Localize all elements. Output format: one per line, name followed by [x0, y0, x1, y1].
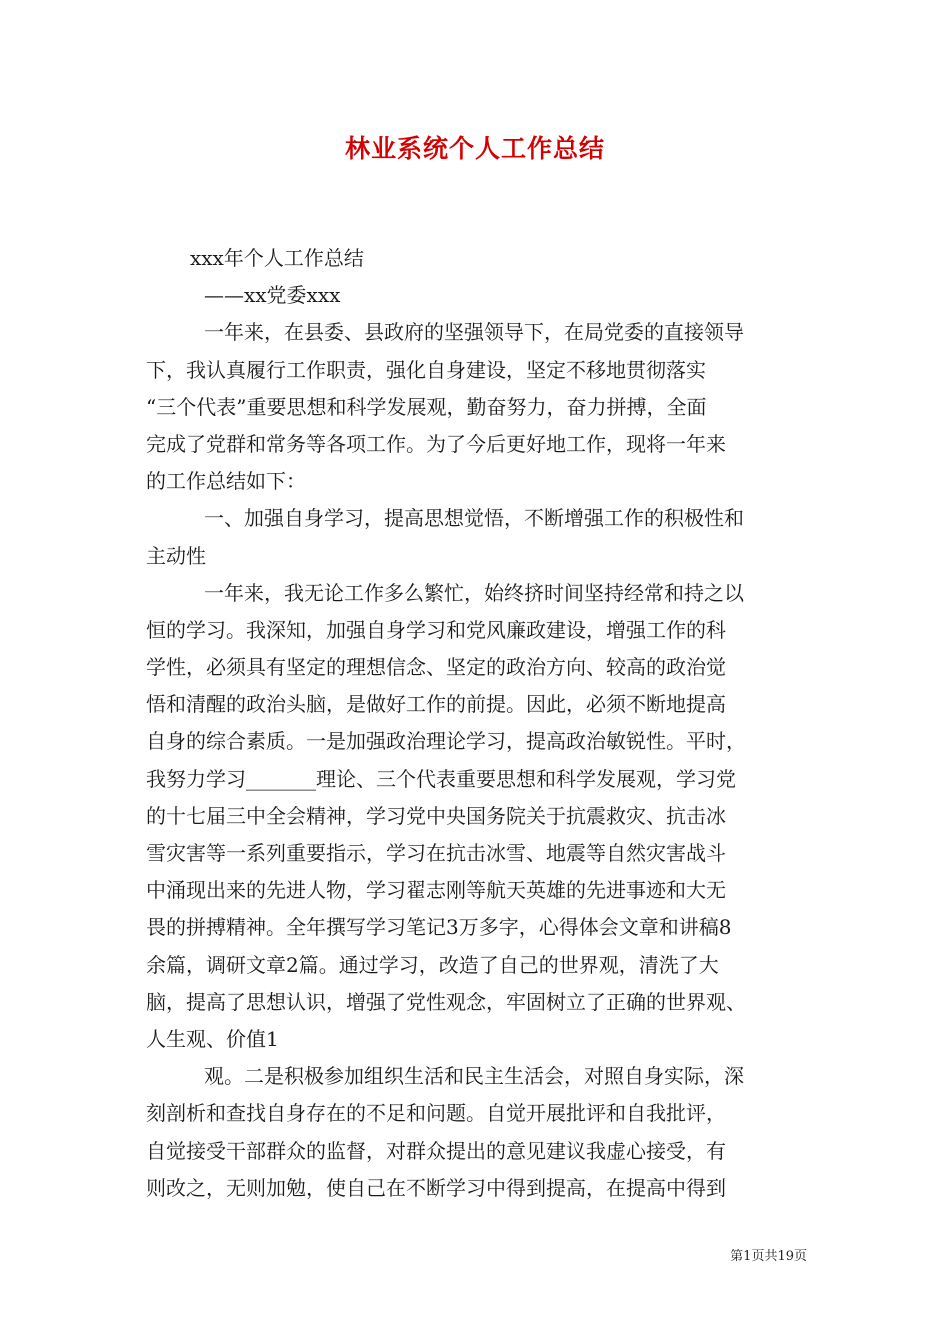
- paragraph-line: 畏的拼搏精神。全年撰写学习笔记3万多字，心得体会文章和讲稿8: [146, 915, 732, 940]
- paragraph-line: 自身的综合素质。一是加强政治理论学习，提高政治敏锐性。平时，: [146, 729, 746, 754]
- author-line: ——xx党委xxx: [204, 283, 341, 308]
- paragraph-line: 雪灾害等一系列重要指示，学习在抗击冰雪、地震等自然灾害战斗: [146, 841, 726, 865]
- paragraph-line: 观。二是积极参加组织生活和民主生活会，对照自身实际，深: [204, 1064, 744, 1089]
- paragraph-line: 恒的学习。我深知，加强自身学习和党风廉政建设，增强工作的科: [146, 617, 726, 642]
- paragraph-line: 我努力学习_______理论、三个代表重要思想和科学发展观，学习党: [146, 766, 736, 791]
- paragraph-line: 一年来，我无论工作多么繁忙，始终挤时间坚持经常和持之以: [204, 580, 744, 605]
- paragraph-line: 自觉接受干部群众的监督，对群众提出的意见建议我虚心接受，有: [146, 1138, 726, 1163]
- paragraph-line: 下，我认真履行工作职责，强化自身建设，坚定不移地贯彻落实: [146, 357, 706, 382]
- paragraph-line: 中涌现出来的先进人物，学习翟志刚等航天英雄的先进事迹和大无: [146, 878, 726, 903]
- paragraph-line: 一年来，在县委、县政府的坚强领导下，在局党委的直接领导: [204, 320, 744, 345]
- paragraph-line: 余篇，调研文章2篇。通过学习，改造了自己的世界观，清洗了大: [146, 952, 719, 977]
- document-body: [146, 240, 826, 1207]
- heading-line: 一、加强自身学习，提高思想觉悟，不断增强工作的积极性和: [204, 506, 744, 531]
- paragraph-line: 人生观、价值1: [146, 1026, 279, 1051]
- document-title: 林业系统个人工作总结: [344, 134, 605, 163]
- paragraph-line: 脑，提高了思想认识，增强了党性观念，牢固树立了正确的世界观、: [146, 989, 746, 1014]
- page-number: 第1页共19页: [730, 1249, 807, 1264]
- paragraph-line: “三个代表”重要思想和科学发展观，勤奋努力，奋力拼搏，全面: [146, 394, 707, 419]
- paragraph-line: 的工作总结如下：: [146, 469, 306, 494]
- heading-line: 主动性: [146, 543, 206, 568]
- paragraph-line: 悟和清醒的政治头脑，是做好工作的前提。因此，必须不断地提高: [146, 692, 726, 717]
- paragraph-line: 刻剖析和查找自身存在的不足和问题。自觉开展批评和自我批评，: [146, 1101, 726, 1126]
- paragraph-line: 学性，必须具有坚定的理想信念、坚定的政治方向、较高的政治觉: [146, 655, 726, 680]
- paragraph-line: 完成了党群和常务等各项工作。为了今后更好地工作，现将一年来: [146, 431, 726, 456]
- paragraph-line: 则改之，无则加勉，使自己在不断学习中得到提高，在提高中得到: [146, 1175, 726, 1200]
- section-heading: xxx年个人工作总结: [190, 246, 364, 270]
- paragraph-line: 的十七届三中全会精神，学习党中央国务院关于抗震救灾、抗击冰: [146, 803, 726, 828]
